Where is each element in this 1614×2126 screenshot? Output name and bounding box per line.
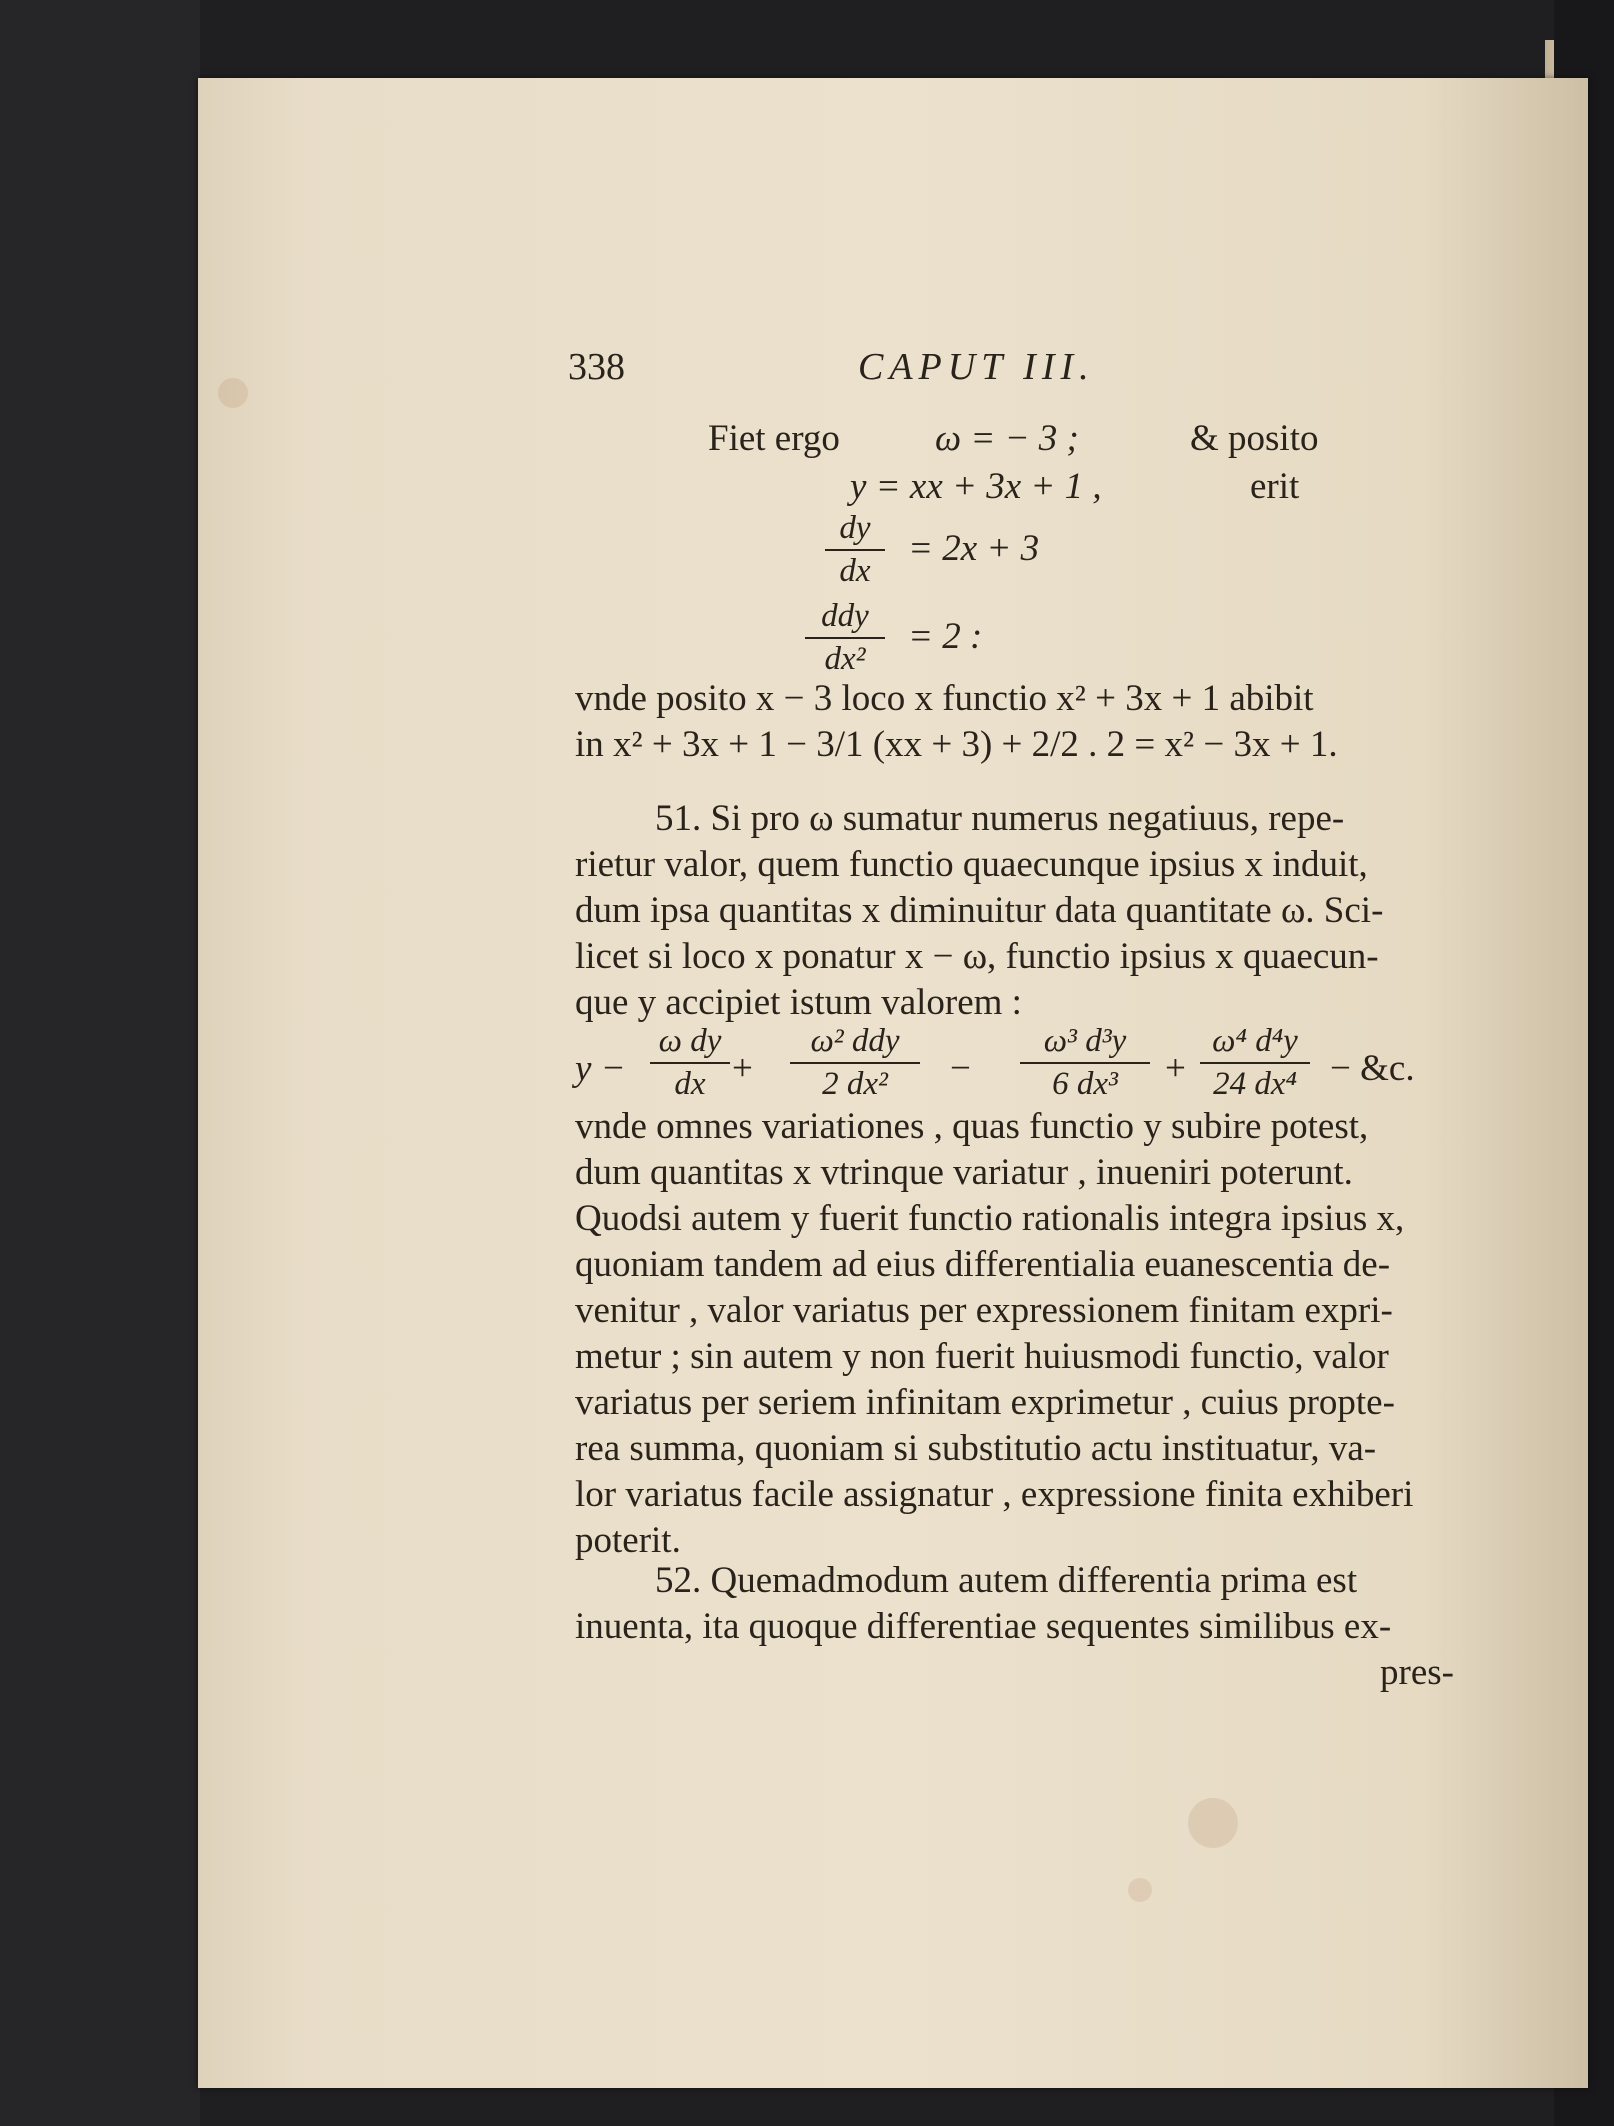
equation: ω = − 3 ; <box>935 418 1079 459</box>
text-line: variatus per seriem infinitam exprimetur , cuius propte- <box>575 1382 1395 1423</box>
text-line: venitur , valor variatus per expressionem finitam expri- <box>575 1290 1393 1331</box>
series-operator: + <box>732 1048 753 1089</box>
fraction-bar <box>805 637 885 639</box>
series-etc: − &c. <box>1330 1048 1415 1089</box>
fraction-denominator: 2 dx² <box>822 1066 888 1102</box>
chapter-title: CAPUT III. <box>858 346 1095 388</box>
text-line: rietur valor, quem functio quaecunque ipsius x induit, <box>575 844 1368 885</box>
text-line: que y accipiet istum valorem : <box>575 982 1022 1023</box>
fraction-bar <box>650 1062 730 1064</box>
text-line: erit <box>1250 466 1300 507</box>
text-line: quoniam tandem ad eius differentialia euanescentia de- <box>575 1244 1391 1285</box>
fraction-numerator: ω³ d³y <box>1043 1023 1127 1059</box>
fraction-denominator: 6 dx³ <box>1052 1066 1118 1102</box>
fraction-denominator: 24 dx⁴ <box>1213 1066 1297 1102</box>
text-line: Fiet ergo <box>708 418 840 459</box>
text-line: poterit. <box>575 1520 681 1561</box>
paper-stain <box>218 378 248 408</box>
fraction-dy-dx <box>825 512 885 588</box>
text-line: vnde omnes variationes , quas functio y subire potest, <box>575 1106 1369 1147</box>
fraction-bar <box>1200 1062 1310 1064</box>
series-lhs: y − <box>575 1048 626 1089</box>
text-line: Quodsi autem y fuerit functio rationalis integra ipsius x, <box>575 1198 1405 1239</box>
text-line: in x² + 3x + 1 − 3/1 (xx + 3) + 2/2 . 2 = x² − 3x + 1. <box>575 724 1338 765</box>
paper-stain <box>1128 1878 1152 1902</box>
fraction-ddy-dx2 <box>805 600 885 676</box>
equation: y = xx + 3x + 1 , <box>850 466 1102 507</box>
fraction-bar <box>790 1062 920 1064</box>
catchword: pres- <box>1380 1652 1454 1693</box>
text-line: vnde posito x − 3 loco x functio x² + 3x + 1 abibit <box>575 678 1314 719</box>
text-line: lor variatus facile assignatur , expressione finita exhiberi <box>575 1474 1414 1515</box>
fraction-numerator: ω⁴ d⁴y <box>1212 1023 1298 1059</box>
text-line: 52. Quemadmodum autem differentia prima est <box>655 1560 1358 1601</box>
equation: = 2 : <box>908 616 983 657</box>
paper-stain <box>1188 1798 1238 1848</box>
fraction-numerator: ω² ddy <box>810 1023 900 1059</box>
text-line: & posito <box>1190 418 1319 459</box>
fraction-bar <box>1020 1062 1150 1064</box>
series-term-2 <box>790 1025 920 1101</box>
fraction-denominator: dx <box>674 1066 706 1102</box>
series-operator: + <box>1165 1048 1186 1089</box>
series-term-1 <box>650 1025 730 1101</box>
text-line: metur ; sin autem y non fuerit huiusmodi functio, valor <box>575 1336 1389 1377</box>
text-line: dum ipsa quantitas x diminuitur data quantitate ω. Sci- <box>575 890 1384 931</box>
running-head <box>568 345 1448 405</box>
equation: = 2x + 3 <box>908 528 1040 569</box>
text-line: 51. Si pro ω sumatur numerus negatiuus, repe- <box>655 798 1345 839</box>
series-term-4 <box>1200 1025 1310 1101</box>
fraction-bar <box>825 549 885 551</box>
series-operator: − <box>950 1048 971 1089</box>
text-line: rea summa, quoniam si substitutio actu instituatur, va- <box>575 1428 1377 1469</box>
fraction-numerator: dy <box>839 510 871 546</box>
fraction-numerator: ω dy <box>658 1023 722 1059</box>
fraction-denominator: dx <box>839 553 871 589</box>
background-left <box>0 0 200 2126</box>
text-line: licet si loco x ponatur x − ω, functio ipsius x quaecun- <box>575 936 1379 977</box>
series-term-3 <box>1020 1025 1150 1101</box>
text-line: dum quantitas x vtrinque variatur , inueniri poterunt. <box>575 1152 1353 1193</box>
page-number: 338 <box>568 346 625 388</box>
fraction-numerator: ddy <box>821 598 869 634</box>
text-line: inuenta, ita quoque differentiae sequentes similibus ex- <box>575 1606 1392 1647</box>
fraction-denominator: dx² <box>824 641 866 677</box>
